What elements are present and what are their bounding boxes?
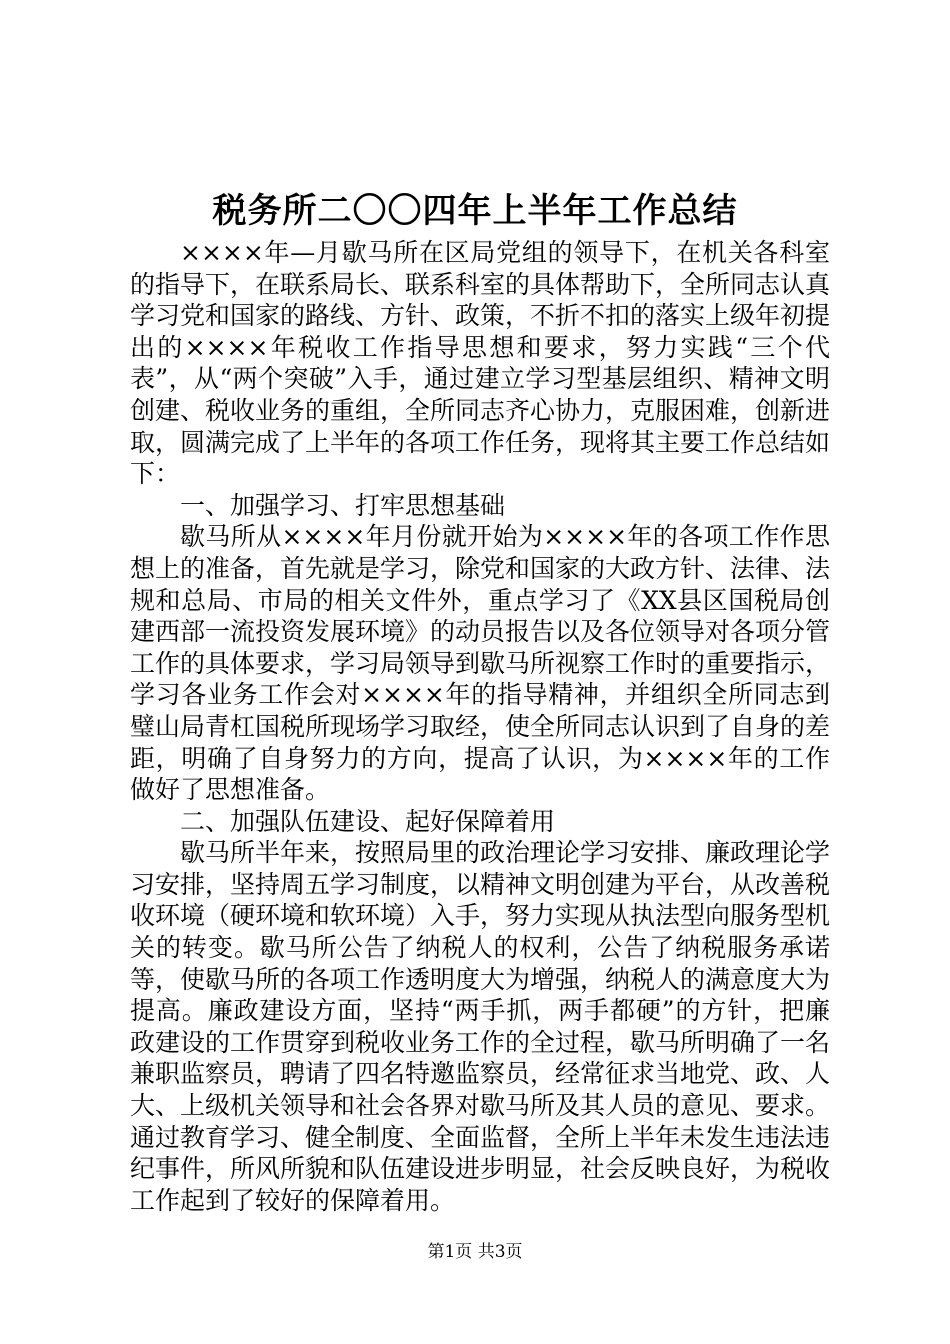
document-title: 税务所二〇〇四年上半年工作总结 bbox=[212, 191, 738, 231]
section-heading-1: 一、加强学习、打牢思想基础 bbox=[180, 490, 506, 520]
page-number-footer: 第1页 共3页 bbox=[427, 1242, 523, 1262]
document-page bbox=[130, 185, 830, 1216]
section-body-1: 歇马所从××××年月份就开始为××××年的各项工作作思想上的准备，首先就是学习，除党和国家的大政方针、法律、法规和总局、市局的相关文件外，重点学习了《XX县区国税局创建西部一流投资发展环境》的动员报告以及各位领导对各项分管工作的具体要求，学习局领导到歇马所视察工作时的重要指示，学习各业务工作会对××××年的指导精神，并组织全所同志到璧山局青杠国税所现场学习取经，使全所同志认识到了自身的差距，明确了自身努力的方向，提高了认识，为××××年的工作做好了思想准备。 bbox=[130, 522, 831, 805]
section-heading-2: 二、加强队伍建设、起好保障着用 bbox=[180, 806, 556, 836]
section-body-2: 歇马所半年来，按照局里的政治理论学习安排、廉政理论学习安排，坚持周五学习制度，以精神文明创建为平台，从改善税收环境（硬环境和软环境）入手，努力实现从执法型向服务型机关的转变。歇马所公告了纳税人的权利，公告了纳税服务承诺等，使歇马所的各项工作透明度大为增强，纳税人的满意度大为提高。廉政建设方面，坚持“两手抓，两手都硬”的方针，把廉政建设的工作贯穿到税收业务工作的全过程，歇马所明确了一名兼职监察员，聘请了四名特邀监察员，经常征求当地党、政、人大、上级机关领导和社会各界对歇马所及其人员的意见、要求。通过教育学习、健全制度、全面监督，全所上半年未发生违法违纪事件，所风所貌和队伍建设进步明显，社会反映良好，为税收工作起到了较好的保障着用。 bbox=[130, 838, 831, 1215]
intro-paragraph: ××××年—月歇马所在区局党组的领导下，在机关各科室的指导下，在联系局长、联系科室的具体帮助下，全所同志认真学习党和国家的路线、方针、政策，不折不扣的落实上级年初提出的××××年税收工作指导思想和要求，努力实践“三个代表”，从“两个突破”入手，通过建立学习型基层组织、精神文明创建、税收业务的重组，全所同志齐心协力，克服困难，创新进取，圆满完成了上半年的各项工作任务，现将其主要工作总结如下： bbox=[130, 238, 831, 489]
